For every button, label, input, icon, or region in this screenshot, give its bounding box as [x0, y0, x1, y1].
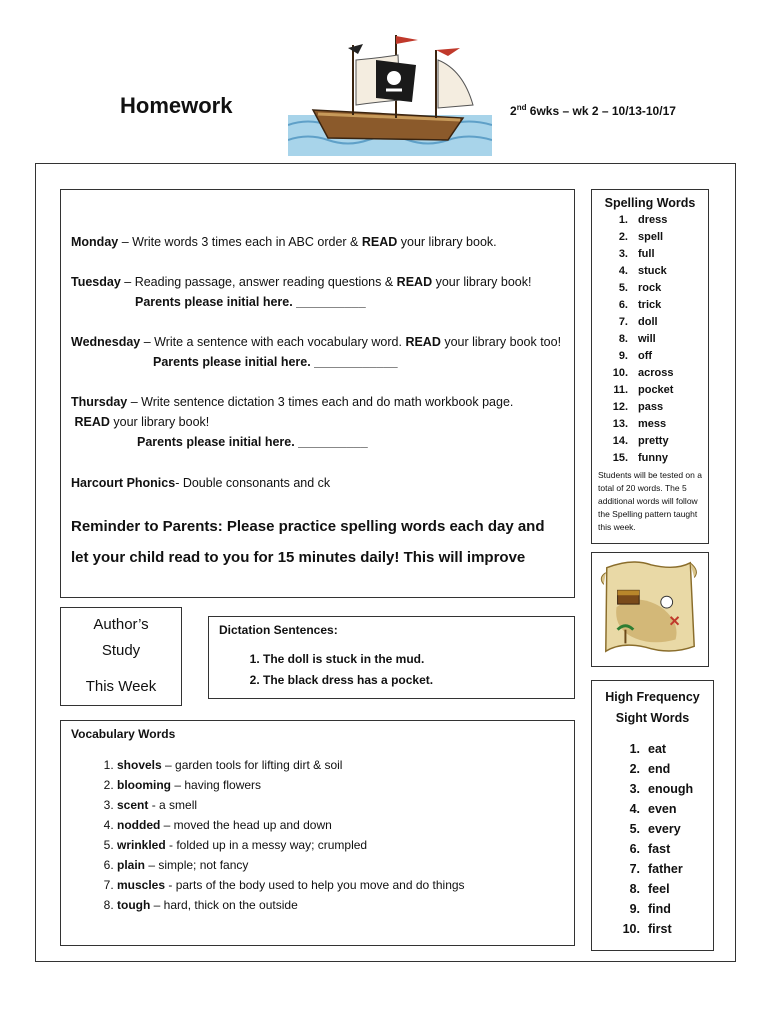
- sight-word-text: find: [648, 902, 671, 916]
- spelling-number: 10.: [612, 367, 628, 379]
- date-range: [510, 103, 676, 118]
- spelling-word: [598, 297, 702, 314]
- spelling-word-text: mess: [638, 418, 667, 430]
- wednesday-text: – Write a sentence with each vocabulary word.: [140, 335, 406, 349]
- sight-word-number: 3.: [629, 782, 640, 796]
- spelling-word-text: pocket: [638, 384, 674, 396]
- vocabulary-word: scent: [117, 798, 149, 812]
- spelling-word: [598, 433, 702, 450]
- tuesday-initial: Parents please initial here. __________: [135, 295, 366, 309]
- vocabulary-word: wrinkled: [117, 838, 166, 852]
- spelling-number: 5.: [618, 282, 628, 294]
- spelling-word: [598, 365, 702, 382]
- vocabulary-definition: - folded up in a messy way; crumpled: [165, 838, 368, 852]
- vocabulary-definition: - parts of the body used to help you move and do things: [165, 878, 465, 892]
- sight-word: [596, 819, 709, 839]
- vocabulary-definition: - a smell: [148, 798, 198, 812]
- dictation-sentence: 2. The black dress has a pocket.: [263, 670, 564, 691]
- dates-prefix: 2: [510, 104, 517, 118]
- spelling-note: Students will be tested on a total of 20 words. The 5 additional words will follow the Spelling pattern taught this week.: [598, 470, 702, 532]
- spelling-number: 3.: [618, 248, 628, 260]
- author-line3: This Week: [85, 678, 157, 695]
- sight-word: [596, 919, 709, 939]
- weekly-homework-box: [60, 189, 575, 598]
- spelling-number: 14.: [612, 435, 628, 447]
- authors-study-box: [60, 607, 182, 706]
- author-line1: Author’s: [93, 616, 149, 633]
- spelling-number: 11.: [613, 384, 628, 396]
- sight-word-number: 9.: [629, 902, 640, 916]
- thursday-label: Thursday: [71, 395, 128, 409]
- sight-word: [596, 879, 709, 899]
- spelling-word: [598, 280, 702, 297]
- vocabulary-box: [60, 720, 575, 946]
- spelling-title: Spelling Words: [604, 196, 696, 210]
- vocabulary-definition: – having flowers: [171, 778, 262, 792]
- sight-word: [596, 739, 709, 759]
- vocabulary-list: [71, 755, 564, 915]
- spelling-word-text: funny: [638, 452, 668, 464]
- vocabulary-item: [117, 835, 564, 855]
- spelling-word: [598, 331, 702, 348]
- spelling-word: [598, 246, 702, 263]
- vocabulary-word: nodded: [117, 818, 161, 832]
- high-frequency-box: [591, 680, 714, 951]
- tuesday-tail: your library book!: [432, 275, 532, 289]
- spelling-word: [598, 382, 702, 399]
- thursday-initial: Parents please initial here. __________: [137, 435, 368, 449]
- dates-rest: 6wks – wk 2 – 10/13-10/17: [526, 104, 676, 118]
- sight-word-number: 2.: [629, 762, 640, 776]
- spelling-number: 15.: [612, 452, 628, 464]
- sight-word-text: first: [648, 922, 672, 936]
- dates-sup: nd: [516, 103, 527, 112]
- spelling-word: [598, 450, 702, 467]
- thursday-line: [71, 392, 564, 432]
- spelling-word: [598, 314, 702, 331]
- sight-word-number: 4.: [629, 802, 640, 816]
- hf-list: [596, 739, 709, 939]
- page-title: Homework: [120, 93, 233, 118]
- vocabulary-definition: – moved the head up and down: [160, 818, 332, 832]
- spelling-number: 12.: [612, 401, 628, 413]
- monday-tail: your library book.: [397, 235, 497, 249]
- sight-word-text: even: [648, 802, 677, 816]
- tuesday-read: READ: [396, 275, 433, 289]
- vocabulary-word: shovels: [117, 758, 162, 772]
- spelling-word-text: stuck: [638, 265, 667, 277]
- hf-title-line1: High Frequency: [605, 690, 700, 704]
- sight-word: [596, 859, 709, 879]
- vocabulary-definition: – simple; not fancy: [145, 858, 249, 872]
- spelling-number: 1.: [618, 214, 628, 226]
- vocabulary-definition: – garden tools for lifting dirt & soil: [161, 758, 343, 772]
- spelling-number: 4.: [618, 265, 628, 277]
- sight-word: [596, 759, 709, 779]
- spelling-list: [598, 212, 702, 467]
- tuesday-line: [71, 272, 564, 292]
- spelling-word-text: pass: [638, 401, 664, 413]
- spelling-word-text: pretty: [638, 435, 669, 447]
- monday-read: READ: [361, 235, 398, 249]
- tuesday-text: – Reading passage, answer reading questions &: [120, 275, 397, 289]
- wednesday-label: Wednesday: [71, 335, 141, 349]
- vocabulary-definition: – hard, thick on the outside: [150, 898, 298, 912]
- spelling-word-text: rock: [638, 282, 662, 294]
- sight-word-text: enough: [648, 782, 694, 796]
- spelling-number: 6.: [618, 299, 628, 311]
- spelling-number: 7.: [618, 316, 628, 328]
- thursday-tail: your library book!: [109, 415, 210, 429]
- vocabulary-item: [117, 775, 564, 795]
- vocabulary-word: tough: [117, 898, 151, 912]
- spelling-number: 8.: [618, 333, 628, 345]
- dictation-sentence: 1. The doll is stuck in the mud.: [263, 649, 564, 670]
- phonics-label: Harcourt Phonics: [71, 476, 176, 490]
- tuesday-label: Tuesday: [71, 275, 121, 289]
- spelling-number: 13.: [612, 418, 628, 430]
- sight-word-text: end: [648, 762, 671, 776]
- dictation-title: Dictation Sentences:: [219, 623, 338, 637]
- spelling-word-text: trick: [638, 299, 662, 311]
- spelling-word-text: doll: [638, 316, 658, 328]
- pirate-ship-icon: [288, 30, 492, 156]
- spelling-word-text: will: [638, 333, 656, 345]
- hf-title-line2: Sight Words: [615, 711, 690, 725]
- spelling-word-text: dress: [638, 214, 668, 226]
- spelling-word-text: across: [638, 367, 674, 379]
- sight-word: [596, 799, 709, 819]
- vocabulary-word: blooming: [117, 778, 171, 792]
- sight-word-number: 6.: [629, 842, 640, 856]
- spelling-word: [598, 348, 702, 365]
- vocabulary-item: [117, 795, 564, 815]
- sight-word-number: 1.: [629, 742, 640, 756]
- sight-word-number: 10.: [622, 922, 640, 936]
- thursday-read: READ: [74, 415, 110, 429]
- spelling-word-text: spell: [638, 231, 664, 243]
- spelling-number: 9.: [618, 350, 628, 362]
- wednesday-read: READ: [405, 335, 441, 349]
- wednesday-line: [71, 332, 564, 352]
- vocabulary-word: muscles: [117, 878, 166, 892]
- sight-word-text: eat: [648, 742, 667, 756]
- sight-word: [596, 899, 709, 919]
- treasure-map-icon: [591, 552, 709, 667]
- phonics-line: [71, 473, 564, 493]
- monday-line: [71, 232, 564, 252]
- author-line2: Study: [101, 642, 141, 659]
- spelling-word: [598, 416, 702, 433]
- monday-text: – Write words 3 times each in ABC order &: [118, 235, 362, 249]
- monday-label: Monday: [71, 235, 119, 249]
- spelling-word: [598, 399, 702, 416]
- sight-word-text: feel: [648, 882, 670, 896]
- vocabulary-item: [117, 755, 564, 775]
- sight-word-number: 8.: [629, 882, 640, 896]
- spelling-word: [598, 212, 702, 229]
- spelling-word: [598, 229, 702, 246]
- vocabulary-item: [117, 855, 564, 875]
- wednesday-initial: Parents please initial here. ____________: [153, 355, 398, 369]
- vocabulary-title: Vocabulary Words: [71, 727, 176, 741]
- vocabulary-word: plain: [117, 858, 146, 872]
- wednesday-tail: your library book too!: [440, 335, 562, 349]
- spelling-number: 2.: [618, 231, 628, 243]
- spelling-word-text: off: [638, 350, 653, 362]
- dictation-box: [208, 616, 575, 699]
- sight-word-text: fast: [648, 842, 671, 856]
- spelling-word-text: full: [638, 248, 655, 260]
- sight-word-text: every: [648, 822, 681, 836]
- phonics-text: - Double consonants and ck: [175, 476, 331, 490]
- thursday-text: – Write sentence dictation 3 times each and do math workbook page.: [127, 395, 514, 409]
- vocabulary-item: [117, 875, 564, 895]
- sight-word: [596, 839, 709, 859]
- sight-word-number: 5.: [629, 822, 640, 836]
- parent-reminder: Reminder to Parents: Please practice spelling words each day and let your child read to you for 15 minutes daily! This will improve: [71, 518, 545, 566]
- vocabulary-item: [117, 895, 564, 915]
- spelling-words-box: [591, 189, 709, 544]
- dictation-list: [219, 649, 564, 691]
- sight-word-text: father: [648, 862, 683, 876]
- sight-word-number: 7.: [629, 862, 640, 876]
- spelling-word: [598, 263, 702, 280]
- sight-word: [596, 779, 709, 799]
- vocabulary-item: [117, 815, 564, 835]
